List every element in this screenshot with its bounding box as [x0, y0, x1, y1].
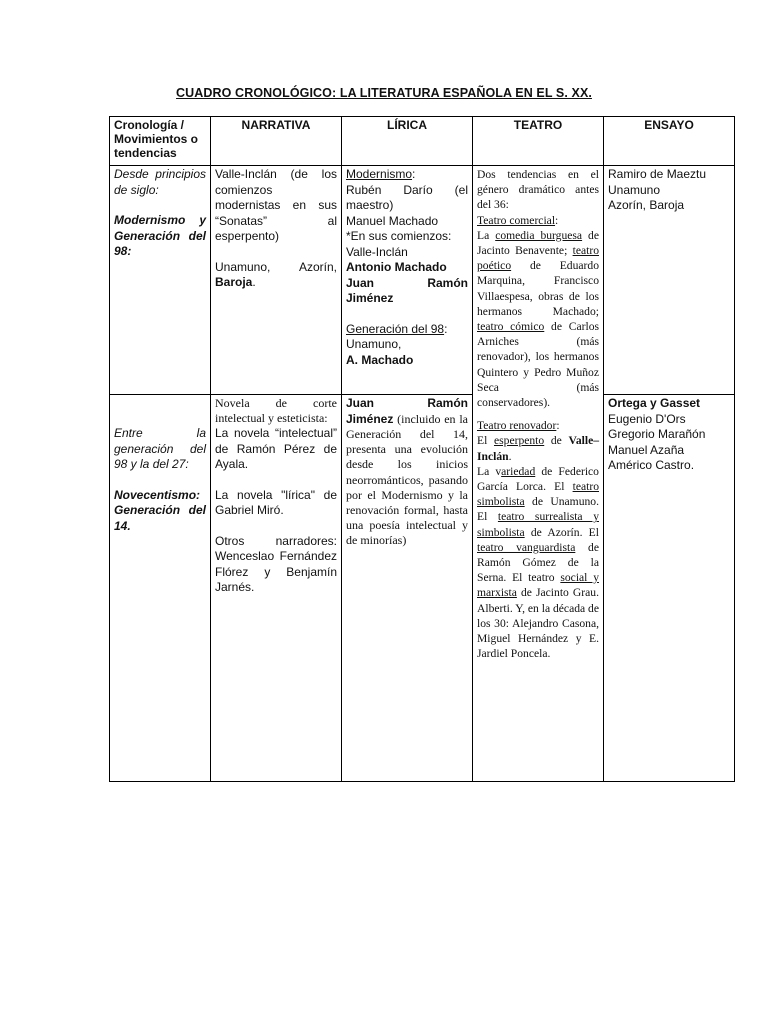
- lirica-paragraph: Juan Ramón Jiménez (incluido en la Generación del 14, presenta una evolución desde los inicios neorrománticos, pasando por el Modernismo y la renovación formal, hasta una poesía intelectual y de minorías): [346, 396, 468, 548]
- lirica-line: Juan Ramón Jiménez: [346, 275, 468, 305]
- narrativa-paragraph: Unamuno, Azorín, Baroja.: [215, 259, 337, 289]
- ensayo-cell-2: [604, 395, 735, 782]
- lirica-cell-1: [342, 166, 473, 395]
- narrativa-paragraph: Novela de corte intelectual y esteticista:: [215, 396, 337, 426]
- chronology-table: [109, 116, 735, 782]
- cronologia-cell-1: [110, 166, 211, 395]
- ensayo-line: Unamuno: [608, 182, 661, 197]
- ensayo-line: Ramiro de Maeztu: [608, 167, 707, 181]
- narrativa-cell-1: [211, 166, 342, 395]
- ensayo-line: Manuel Azaña: [608, 442, 685, 457]
- narrativa-paragraph: La novela “intelectual” de Ramón Pérez de Ayala.: [215, 426, 337, 472]
- lirica-cell-2: [342, 395, 473, 782]
- narrativa-paragraph: Otros narradores: Wenceslao Fernández Flórez y Benjamín Jarnés.: [215, 533, 337, 595]
- ensayo-line: Gregorio Marañón: [608, 427, 706, 441]
- narrativa-paragraph: La novela "lírica" de Gabriel Miró.: [215, 487, 337, 518]
- lirica-line: Unamuno,: [346, 337, 402, 351]
- ensayo-cell-1: [604, 166, 735, 395]
- teatro-intro: Dos tendencias en el género dramático antes del 36:: [477, 168, 599, 212]
- teatro-paragraph: La variedad de Federico García Lorca. El teatro simbolista de Unamuno. El teatro surrealista y simbolista de Azorín. El teatro vanguardista de Ramón Gómez de la Serna. El teatro social y marxista de Jacinto Grau. Alberti. Y, en la década de los 30: Alejandro Casona, Miguel Hernández y E. Jardiel Poncela.: [477, 464, 600, 661]
- header-ensayo: ENSAYO: [604, 117, 735, 166]
- period-text: Entre la generación del 98 y la del 27:: [114, 426, 206, 471]
- lirica-line: Antonio Machado: [346, 260, 447, 274]
- movement-text: Novecentismo: Generación del 14.: [114, 487, 206, 533]
- ensayo-line: Azorín, Baroja: [608, 198, 685, 212]
- document-title: CUADRO CRONOLÓGICO: LA LITERATURA ESPAÑOLA EN EL S. XX.: [176, 86, 592, 100]
- lirica-heading: Modernismo:: [346, 167, 416, 181]
- lirica-line: Manuel Machado: [346, 213, 439, 228]
- teatro-paragraph: La comedia burguesa de Jacinto Benavente; teatro poético de Eduardo Marquina, Francisco Villaespesa, obras de los hermanos Machado; teatro cómico de Carlos Arniches (más renovador), los hermanos Quintero y Pedro Muñoz Seca (más conservadores).: [477, 228, 600, 410]
- teatro-heading: Teatro renovador:: [477, 419, 560, 433]
- teatro-heading: Teatro comercial:: [477, 213, 559, 227]
- period-text: Desde principios de siglo:: [114, 167, 206, 197]
- ensayo-line: Ortega y Gasset: [608, 396, 701, 410]
- header-lirica: LÍRICA: [342, 117, 473, 166]
- lirica-heading: Generación del 98:: [346, 321, 448, 336]
- lirica-line: *En sus comienzos:: [346, 229, 452, 243]
- lirica-line: Valle-Inclán: [346, 244, 408, 259]
- header-teatro: TEATRO: [473, 117, 604, 166]
- header-narrativa: NARRATIVA: [211, 117, 342, 166]
- ensayo-line: Eugenio D'Ors: [608, 411, 686, 426]
- lirica-line: Rubén Darío (el maestro): [346, 182, 468, 212]
- header-cronologia: Cronología / Movimientos o tendencias: [110, 117, 211, 166]
- teatro-paragraph: El esperpento de Valle–Inclán.: [477, 434, 600, 463]
- lirica-line: A. Machado: [346, 352, 414, 367]
- narrativa-cell-2: [211, 395, 342, 782]
- table-row: [110, 395, 735, 782]
- movement-text: Modernismo y Generación del 98:: [114, 213, 206, 258]
- teatro-cell: [473, 166, 604, 782]
- table-row: [110, 166, 735, 395]
- ensayo-line: Américo Castro.: [608, 458, 695, 472]
- narrativa-paragraph: Valle-Inclán (de los comienzos modernistas en sus “Sonatas” al esperpento): [215, 167, 337, 243]
- header-row: [110, 117, 735, 166]
- cronologia-cell-2: [110, 395, 211, 782]
